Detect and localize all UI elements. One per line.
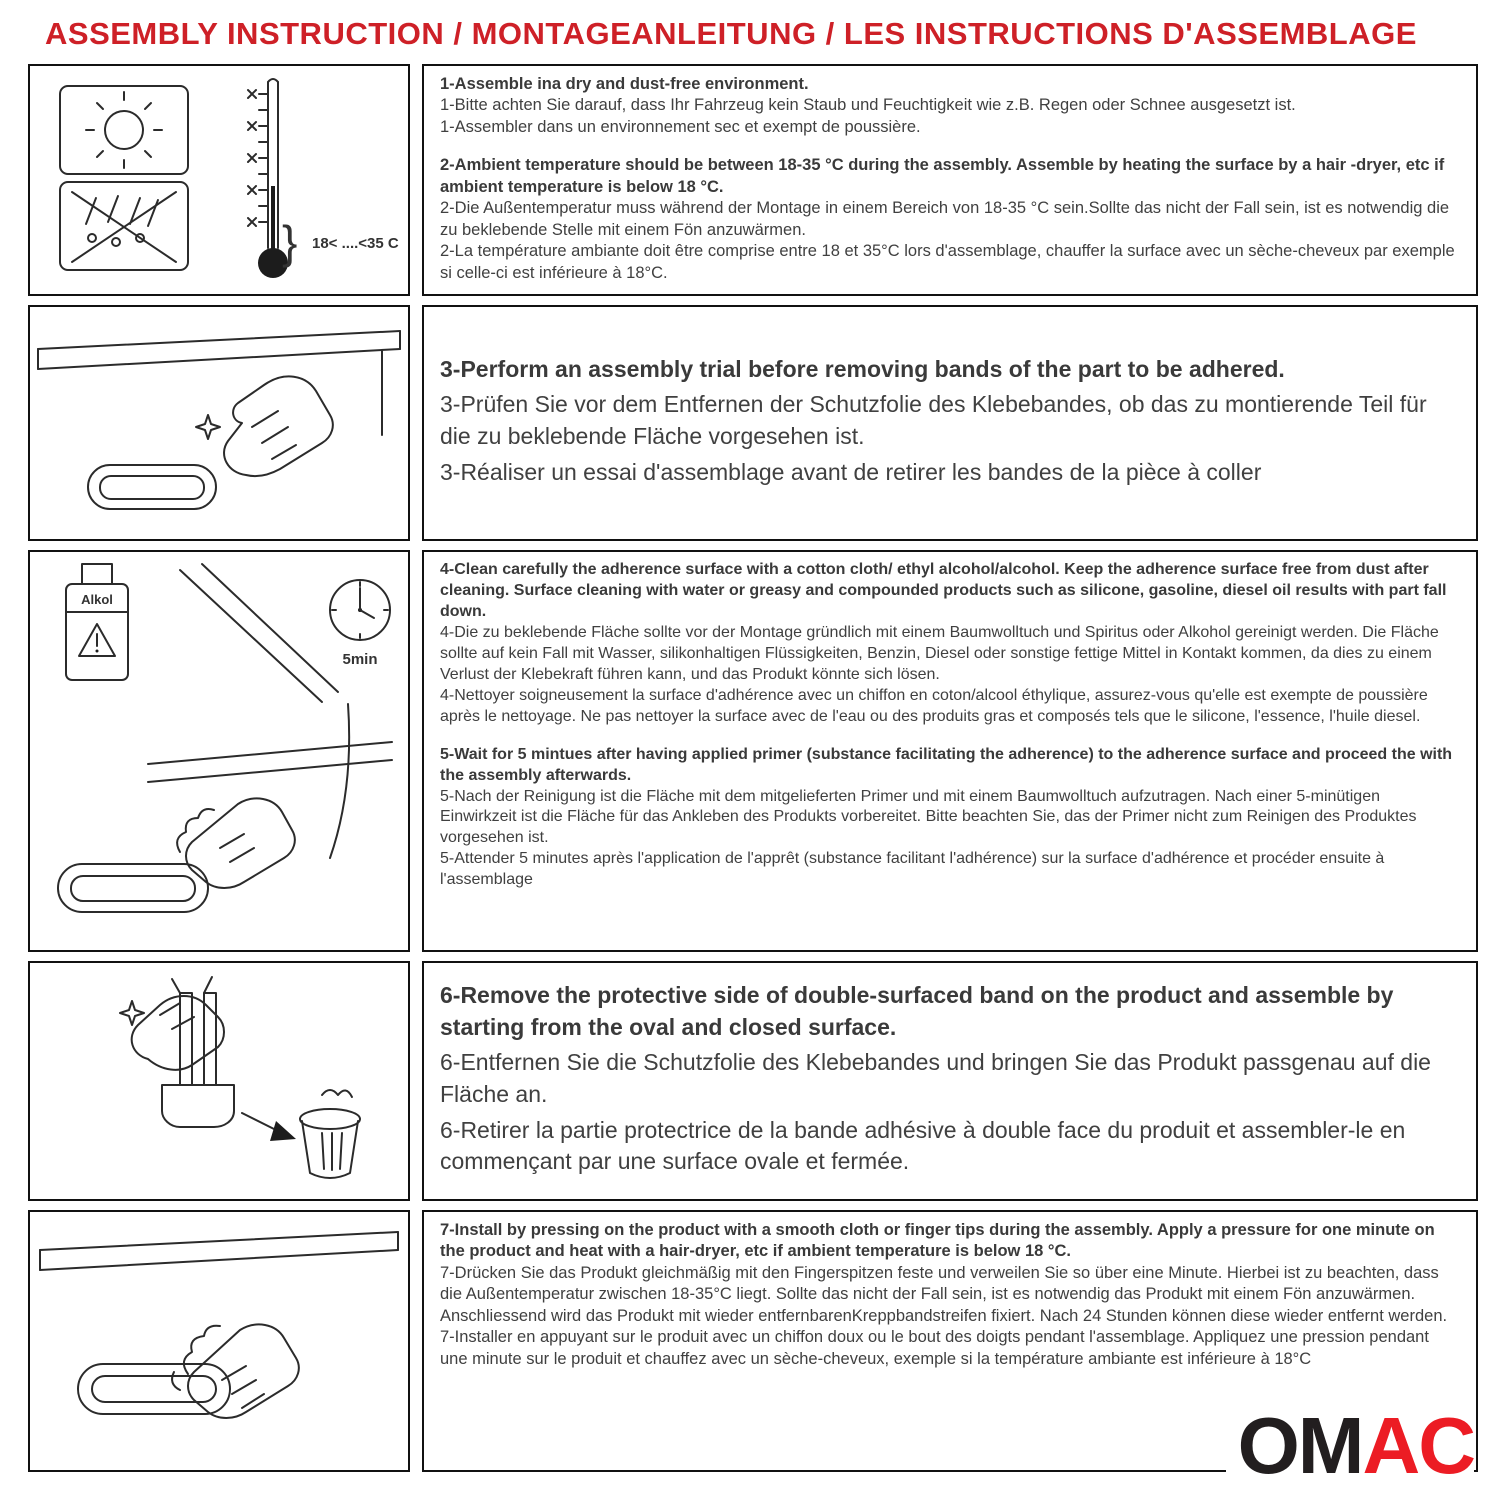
step5-de: 5-Nach der Reinigung ist die Fläche mit dem mitgelieferten Primer und mit einem Baumwolltuch aufzutragen. Nach einer 5-minütigen Einwirkzeit ist die Fläche für das Ankleben des Produkts vorbereitet. Bitte beachten Sie, das der Primer nicht zum Reinigen des Produktes vorgesehen ist.: [440, 787, 1417, 847]
illustration-cleaning: [28, 550, 410, 952]
step5-fr: 5-Attender 5 minutes après l'application de l'apprêt (substance facilitant l'adhérence) sur la surface d'adhérence et procéder ensuite à l'assemblage: [440, 850, 1385, 889]
no-rain-icon: [60, 182, 188, 270]
omac-logo-red: AC: [1362, 1401, 1474, 1490]
step7-de: 7-Drücken Sie das Produkt gleichmäßig mit den Fingerspitzen feste und verweilen Sie so über eine Minute. Hierbei ist zu beachten, dass die Außentemperatur zwischen 18-35°C liegt. Sollte das nicht der Fall sein, ist es notwendig das Produkt mit einem Fön anzuwärmen. Anschliessend wird das Produkt mit wieder entfernbarenKreppbandstreifen fixiert. Nach 24 Stunden können diese wieder entfernt werden.: [440, 1263, 1448, 1325]
text-step-3: [422, 305, 1478, 541]
row-assembly-trial: [28, 305, 1478, 541]
remove-band-drawing: [30, 963, 408, 1199]
install-press-drawing: [30, 1212, 408, 1470]
sparkle-icon: [120, 1001, 144, 1025]
alcohol-label: Alkol: [81, 592, 113, 607]
door-handle-part: [58, 864, 208, 912]
hand-pressing-icon: [188, 1324, 299, 1418]
door-lines: [148, 564, 392, 858]
step3-de: 3-Prüfen Sie vor dem Entfernen der Schutzfolie des Klebebandes, ob das zu montierende Teil für die zu beklebende Fläche vorgesehen ist.: [440, 391, 1427, 449]
step5-en: 5-Wait for 5 mintues after having applied primer (substance facilitating the adherence) to the adherence surface and proceed the with the assembly afterwards.: [440, 745, 1453, 784]
omac-logo-black: OM: [1237, 1401, 1363, 1490]
door-handle-part: [88, 465, 216, 509]
step4-fr: 4-Nettoyer soigneusement la surface d'adhérence avec un chiffon en coton/alcool éthylique, assurez-vous qu'elle est exempte de poussière après le nettoyage. Ne pas nettoyer la surface avec de l'eau ou des produits gras et composés tels que le silicone, l'essence, l'huile diesel.: [440, 686, 1428, 725]
arrow-icon: [242, 1113, 296, 1141]
cleaning-drawing: [30, 552, 408, 950]
step7-fr: 7-Installer en appuyant sur le produit avec un chiffon doux ou le bout des doigts pendant l'assemblage. Appliquez une pression pendant une minute sur le produit et chauffez avec un sèche-cheveux, exemple si la température ambiante est inférieure à 18°C: [440, 1328, 1429, 1368]
hand-icon: [224, 376, 333, 476]
step7-en: 7-Install by pressing on the product with a smooth cloth or finger tips during the assembly. Apply a pressure for one minute on the product and heat with a hair-dryer, etc if ambient temperature is below 18 °C.: [440, 1221, 1435, 1261]
illustration-assembly-trial: [28, 305, 410, 541]
hand-icon: [132, 996, 224, 1070]
clock-icon: [330, 580, 390, 640]
clock-label: 5min: [342, 651, 378, 668]
row-remove-band: [28, 961, 1478, 1201]
step3-en: 3-Perform an assembly trial before removing bands of the part to be adhered.: [440, 355, 1285, 382]
sun-icon: [60, 86, 188, 174]
step3-fr: 3-Réaliser un essai d'assemblage avant de retirer les bandes de la pièce à coller: [440, 458, 1262, 485]
alcohol-bottle-icon: [66, 564, 128, 680]
step1-fr: 1-Assembler dans un environnement sec et exempt de poussière.: [440, 117, 921, 136]
text-steps-1-2: [422, 64, 1478, 296]
step2-de: 2-Die Außentemperatur muss während der Montage in einem Bereich von 18-35 °C sein.Sollte das nicht der Fall sein, ist es notwendig die zu beklebende Stelle mit einem Fön anzuwärmen.: [440, 199, 1450, 239]
step6-fr: 6-Retirer la partie protectrice de la bande adhésive à double face du produit et assembler-le en commençant par une surface ovale et fermée.: [440, 1116, 1406, 1175]
door-trim-lines: [40, 1232, 398, 1270]
omac-logo: [1226, 1401, 1474, 1490]
step4-de: 4-Die zu beklebende Fläche sollte vor der Montage gründlich mit einem Baumwolltuch und Spiritus oder Alkohol gereinigt werden. Die Fläche sollte auf kein Fall mit Wasser, silikonhaltigen Flüssigkeiten, Benzin, Diesel oder sonstige fettige Mittel in Kontakt kommen, da dies zu einem Verlust der Klebekraft führen kann, und das Produkt könnte sich lösen.: [440, 623, 1439, 683]
environment-temperature-drawing: [30, 66, 408, 294]
page-title: ASSEMBLY INSTRUCTION / MONTAGEANLEITUNG / LES INSTRUCTIONS D'ASSEMBLAGE: [45, 16, 1417, 51]
temperature-range-label: 18< ....<35 C: [312, 235, 399, 252]
row-environment-temperature: [28, 64, 1478, 296]
door-handle-part: [78, 1364, 230, 1414]
text-steps-4-5: [422, 550, 1478, 952]
trash-can-icon: [300, 1090, 360, 1178]
illustration-environment: [28, 64, 410, 296]
sparkle-icon: [196, 415, 220, 439]
product-part: [162, 1085, 234, 1127]
illustration-remove-band: [28, 961, 410, 1201]
row-clean-primer: [28, 550, 1478, 952]
cloth-scribble: [177, 809, 214, 852]
step1-de: 1-Bitte achten Sie darauf, dass Ihr Fahrzeug kein Staub und Feuchtigkeit wie z.B. Regen oder Schnee ausgesetzt ist.: [440, 96, 1296, 115]
door-trim-lines: [38, 331, 400, 435]
illustration-install-press: [28, 1210, 410, 1472]
step4-en: 4-Clean carefully the adherence surface with a cotton cloth/ ethyl alcohol/alcohol. Keep the adherence surface free from dust after cleaning. Surface cleaning with water or greasy and compounded products such as silicone, gasoline, diesel oil results with part fall down.: [440, 561, 1447, 620]
step6-en: 6-Remove the protective side of double-surfaced band on the product and assemble by starting from the oval and closed surface.: [440, 981, 1394, 1040]
assembly-trial-drawing: [30, 307, 408, 539]
hand-wiping-icon: [177, 798, 295, 888]
step2-en: 2-Ambient temperature should be between 18-35 °C during the assembly. Assemble by heating the surface by a hair -dryer, etc if ambient temperature is below 18 °C.: [440, 156, 1445, 196]
text-step-6: [422, 961, 1478, 1201]
brace-glyph: }: [282, 216, 298, 268]
step1-en: 1-Assemble ina dry and dust-free environment.: [440, 75, 809, 93]
step6-de: 6-Entfernen Sie die Schutzfolie des Klebebandes und bringen Sie das Produkt passgenau auf die Fläche an.: [440, 1049, 1431, 1107]
step2-fr: 2-La température ambiante doit être comprise entre 18 et 35°C lors d'assemblage, chauffer la surface avec un sèche-cheveux par exemple si celle-ci est inférieure à 18°C.: [440, 242, 1455, 282]
